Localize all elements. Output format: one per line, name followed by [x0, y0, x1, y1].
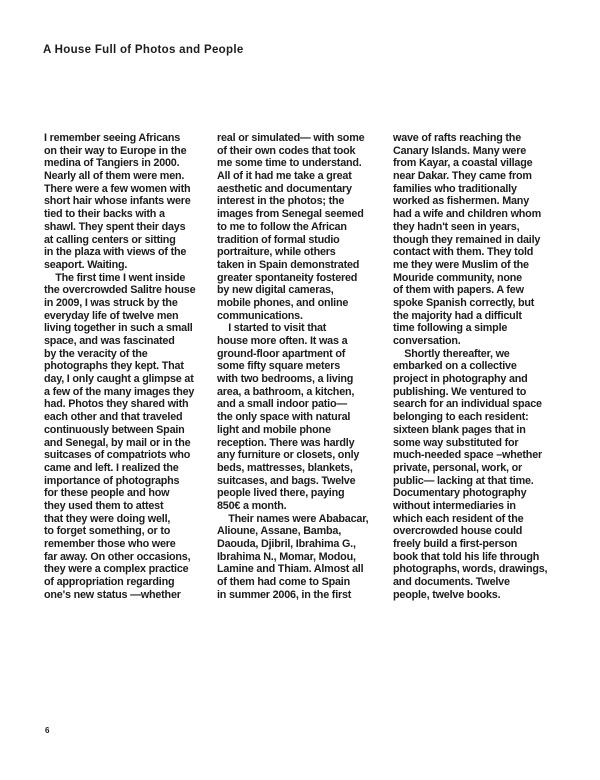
text-line: tied to their backs with a — [44, 208, 165, 221]
text-line: to me to follow the African — [217, 220, 347, 233]
text-line: The first time I went inside — [44, 271, 186, 284]
text-line: greater spontaneity fostered — [217, 271, 358, 284]
text-column-2 — [217, 132, 368, 601]
text-line: of their own codes that took — [217, 144, 356, 157]
text-line: everyday life of twelve men — [44, 309, 179, 322]
text-line: in summer 2006, in the first — [217, 588, 352, 601]
text-line: the overcrowded Salitre house — [44, 284, 196, 297]
text-line: by the veracity of the — [44, 347, 148, 360]
text-line: book that told his life through — [393, 550, 540, 563]
text-line: ground-floor apartment of — [217, 347, 346, 360]
text-line: from Kayar, a coastal village — [393, 157, 533, 170]
text-line: area, a bathroom, a kitchen, — [217, 385, 355, 398]
text-line: Canary Islands. Many were — [393, 144, 527, 157]
text-line: light and mobile phone — [217, 423, 331, 436]
text-line: and documents. Twelve — [393, 576, 510, 589]
text-line: people, twelve books. — [393, 588, 501, 601]
text-line: contact with them. They told — [393, 246, 534, 259]
text-line: living together in such a small — [44, 322, 193, 335]
text-line: 850€ a month. — [217, 499, 287, 512]
text-line: of them with papers. A few — [393, 284, 524, 297]
text-line: aesthetic and documentary — [217, 182, 352, 195]
text-line: Documentary photography — [393, 487, 527, 500]
text-line: families who traditionally — [393, 182, 517, 195]
text-line: time following a simple — [393, 322, 508, 335]
text-line: on their way to Europe in the — [44, 144, 187, 157]
text-line: Mouride community, none — [393, 271, 522, 284]
text-line: publishing. We ventured to — [393, 385, 527, 398]
text-line: by new digital cameras, — [217, 284, 334, 297]
text-line: There were a few women with — [44, 182, 191, 195]
text-line: public— lacking at that time. — [393, 474, 534, 487]
text-line: any furniture or closets, only — [217, 449, 360, 462]
text-line: All of it had me take a great — [217, 170, 352, 183]
text-line: came and left. I realized the — [44, 461, 179, 474]
text-line: a few of the many images they — [44, 385, 195, 398]
text-line: day, I only caught a glimpse at — [44, 373, 194, 386]
text-line: near Dakar. They came from — [393, 170, 532, 183]
text-line: far away. On other occasions, — [44, 550, 191, 563]
text-line: at calling centers or sitting — [44, 233, 176, 246]
text-line: that they were doing well, — [44, 512, 171, 525]
text-line: though they remained in daily — [393, 233, 541, 246]
text-line: one's new status —whether — [44, 588, 181, 601]
text-line: embarked on a collective — [393, 360, 517, 373]
text-line: suitcases, and bags. Twelve — [217, 474, 356, 487]
text-line: seaport. Waiting. — [44, 258, 128, 271]
text-line: taken in Spain demonstrated — [217, 258, 360, 271]
text-column-1 — [44, 132, 195, 601]
text-line: house more often. It was a — [217, 335, 348, 347]
text-line: in 2009, I was struck by the — [44, 296, 178, 309]
text-line: with two bedrooms, a living — [217, 373, 354, 386]
text-line: remember those who were — [44, 538, 176, 550]
text-line: wave of rafts reaching the — [393, 132, 522, 144]
page-number: 6 — [45, 726, 50, 735]
text-line: had. Photos they shared with — [44, 398, 189, 411]
text-line: and Senegal, by mail or in the — [44, 436, 191, 449]
text-line: continuously between Spain — [44, 423, 185, 436]
text-line: Their names were Ababacar, — [217, 512, 369, 525]
text-line: belonging to each resident: — [393, 411, 529, 424]
text-line: search for an individual space — [393, 398, 542, 411]
text-line: beds, mattresses, blankets, — [217, 461, 353, 474]
text-line: Ibrahima N., Momar, Modou, — [217, 550, 356, 563]
text-line: Shortly thereafter, we — [393, 347, 510, 360]
text-line: to forget something, or to — [44, 525, 171, 538]
text-line: I started to visit that — [217, 322, 327, 335]
text-line: of them had come to Spain — [217, 576, 350, 589]
text-line: real or simulated— with some — [217, 132, 365, 144]
text-line: Nearly all of them were men. — [44, 170, 185, 183]
text-line: shawl. They spent their days — [44, 220, 186, 233]
text-line: portraiture, while others — [217, 246, 336, 259]
text-line: freely build a first-person — [393, 538, 518, 550]
text-line: they used them to attest — [44, 499, 164, 512]
text-line: short hair whose infants were — [44, 195, 191, 208]
text-line: medina of Tangiers in 2000. — [44, 157, 180, 170]
text-line: photographs, words, drawings, — [393, 563, 548, 576]
text-line: each other and that traveled — [44, 411, 183, 424]
text-line: images from Senegal seemed — [217, 208, 364, 221]
page-title: A House Full of Photos and People — [43, 44, 244, 56]
text-line: tradition of formal studio — [217, 233, 340, 246]
text-line: private, personal, work, or — [393, 461, 523, 474]
text-line: interest in the photos; the — [217, 195, 345, 208]
text-line: overcrowded house could — [393, 525, 523, 538]
text-line: spoke Spanish correctly, but — [393, 296, 535, 309]
text-line: which each resident of the — [393, 512, 524, 525]
text-line: project in photography and — [393, 373, 528, 386]
text-line: they hadn't seen in years, — [393, 220, 520, 233]
text-line: sixteen blank pages that in — [393, 423, 526, 436]
text-line: I remember seeing Africans — [44, 132, 181, 144]
text-line: conversation. — [393, 335, 461, 347]
text-line: reception. There was hardly — [217, 436, 355, 449]
text-line: photographs they kept. That — [44, 360, 184, 373]
text-line: Alioune, Assane, Bamba, — [217, 525, 341, 538]
text-line: of appropriation regarding — [44, 576, 175, 589]
text-line: Daouda, Djibril, Ibrahima G., — [217, 538, 356, 550]
text-line: and a small indoor patio— — [217, 398, 347, 411]
text-line: suitcases of compatriots who — [44, 449, 191, 462]
text-line: some fifty square meters — [217, 360, 341, 373]
text-line: had a wife and children whom — [393, 208, 541, 221]
text-column-3 — [393, 132, 547, 601]
text-line: in the plaza with views of the — [44, 246, 187, 259]
text-line: people lived there, paying — [217, 487, 345, 500]
text-line: mobile phones, and online — [217, 296, 349, 309]
text-line: me some time to understand. — [217, 157, 362, 170]
text-line: the only space with natural — [217, 411, 351, 424]
text-line: me they were Muslim of the — [393, 258, 529, 271]
text-line: without intermediaries in — [393, 499, 516, 512]
text-line: worked as fishermen. Many — [393, 195, 530, 208]
text-line: some way substituted for — [393, 436, 519, 449]
text-line: communications. — [217, 309, 303, 322]
text-line: for these people and how — [44, 487, 170, 500]
text-line: much-needed space –whether — [393, 449, 543, 462]
text-line: importance of photographs — [44, 474, 180, 487]
text-line: they were a complex practice — [44, 563, 189, 576]
text-line: Lamine and Thiam. Almost all — [217, 563, 364, 576]
text-line: the majority had a difficult — [393, 309, 522, 322]
text-line: space, and was fascinated — [44, 335, 175, 347]
